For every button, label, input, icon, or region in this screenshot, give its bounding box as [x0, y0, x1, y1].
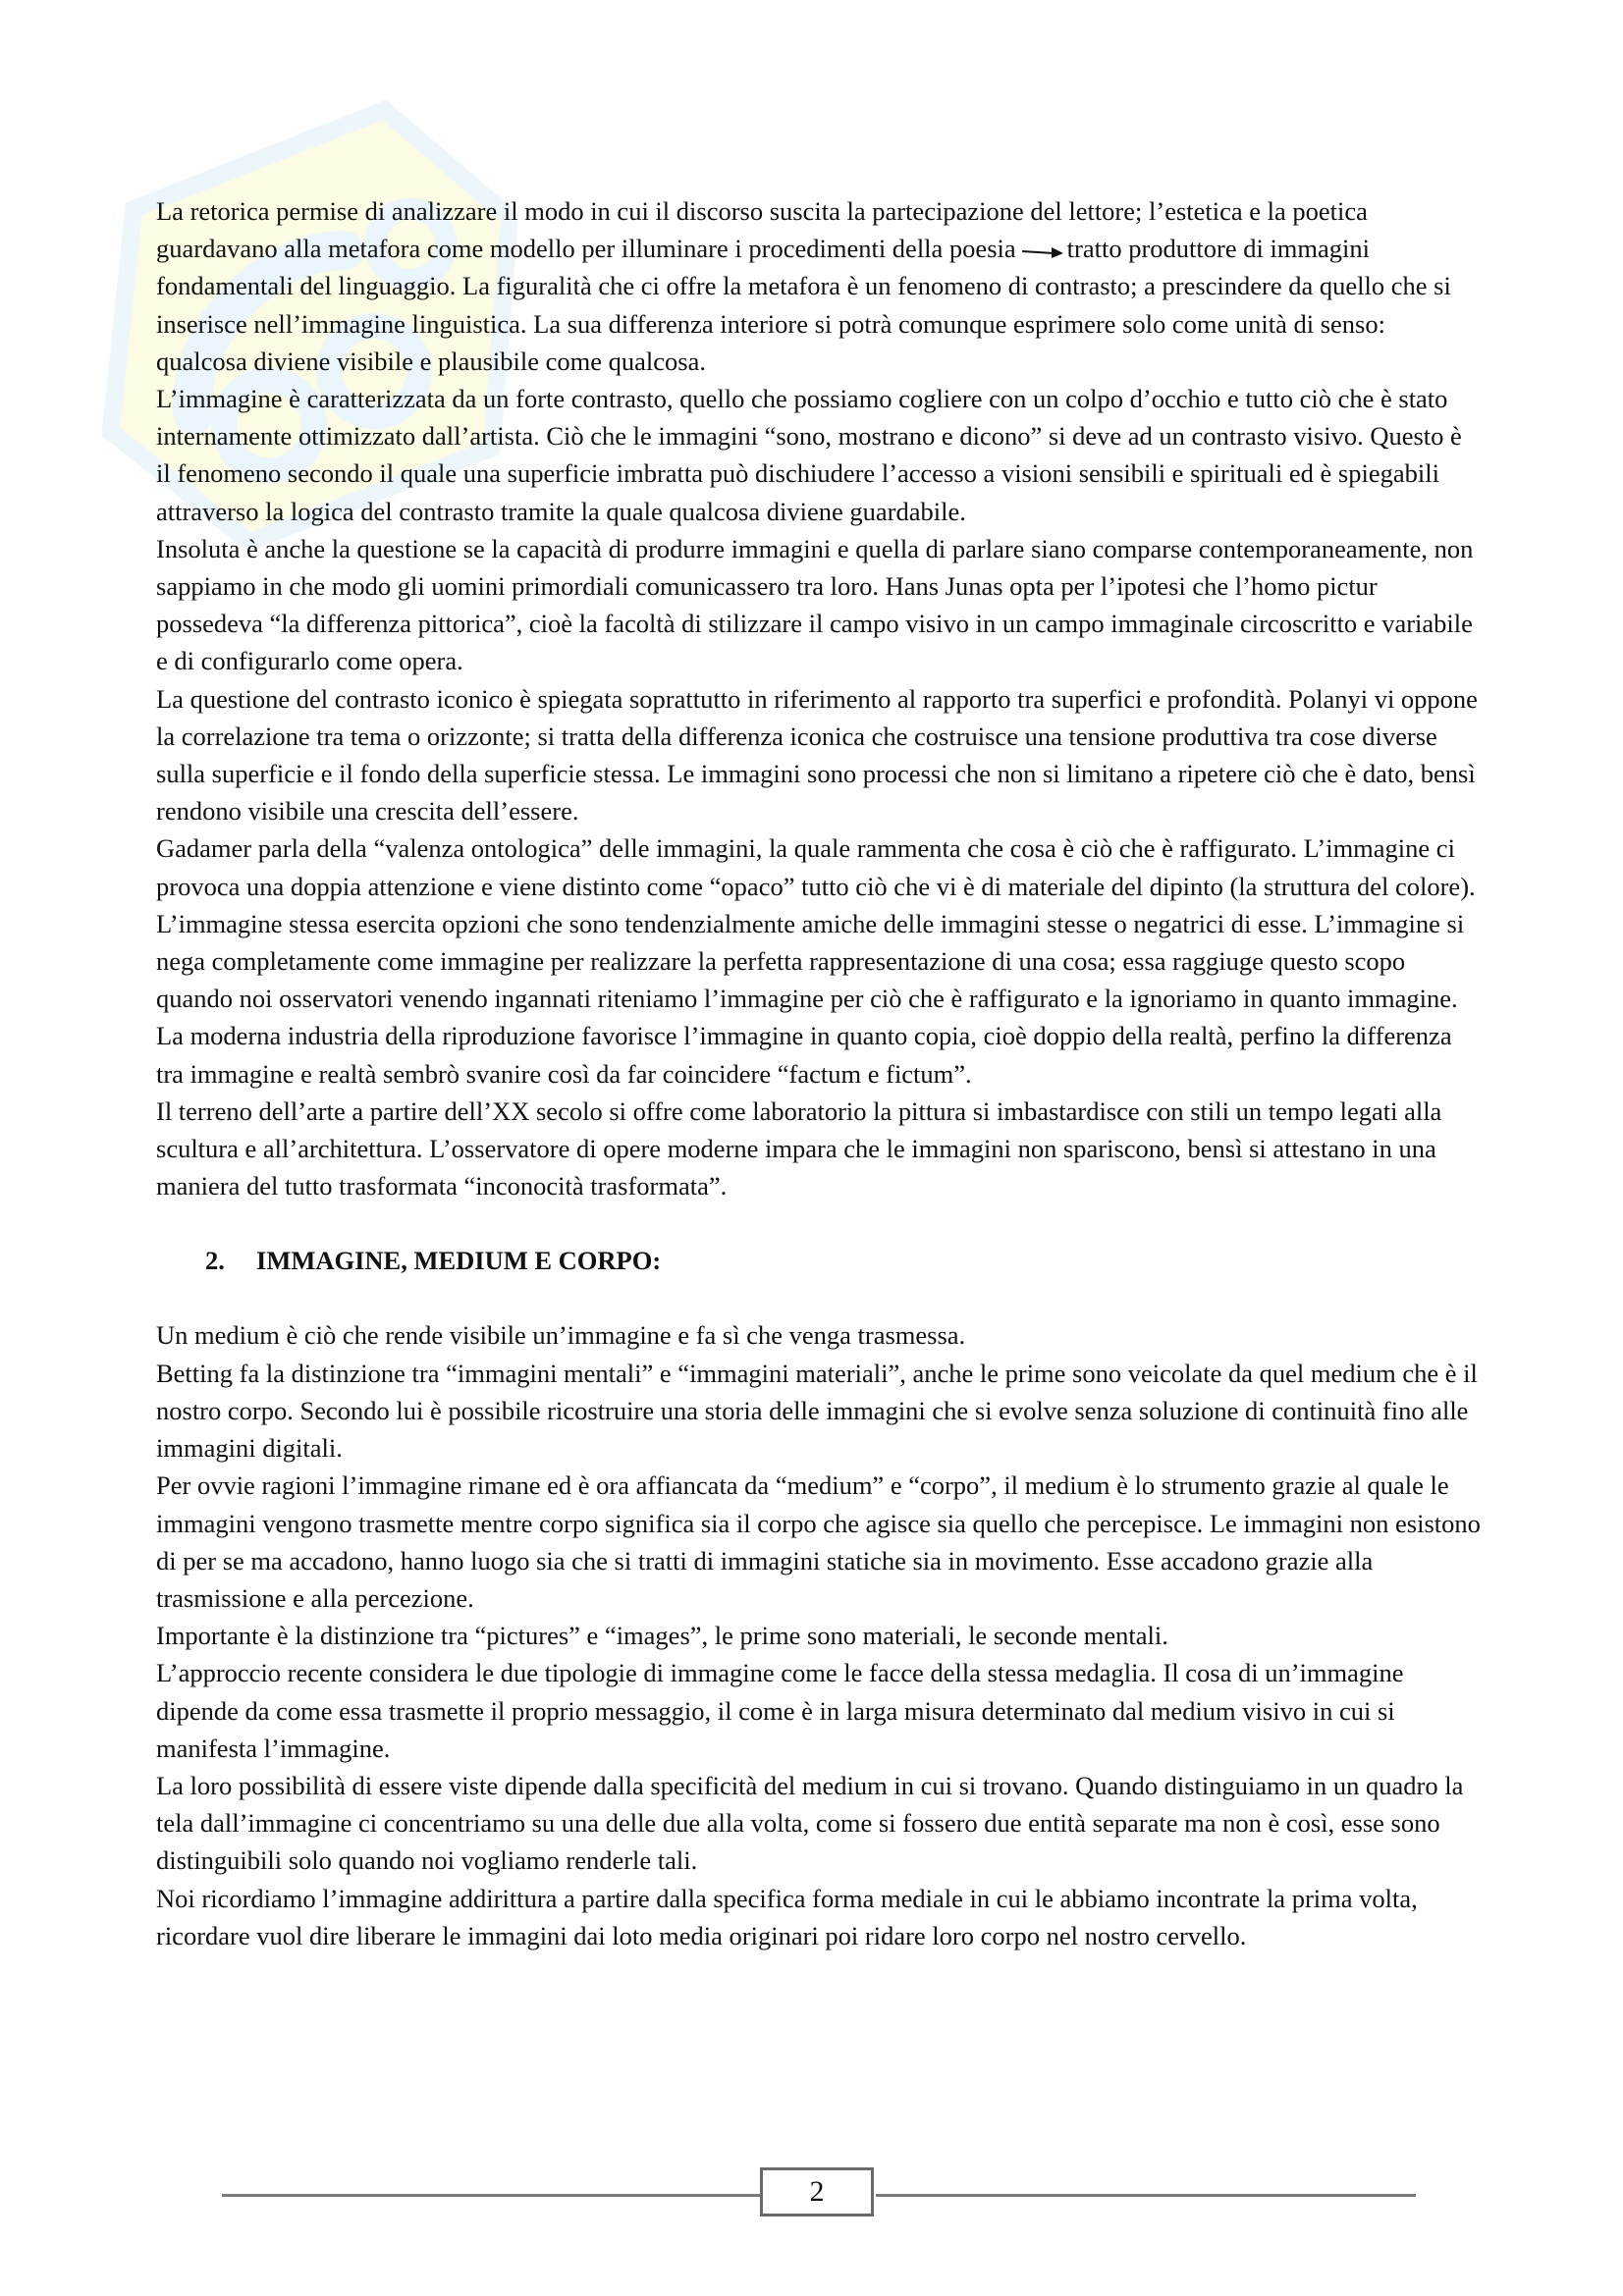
paragraph: Per ovvie ragioni l’immagine rimane ed è ora affiancata da “medium” e “corpo”, il medium è lo strumento grazie al quale le immagini vengono trasmette mentre corpo significa sia il corpo che agisce sia quello che percepisce. Le immagini non esistono di per se ma accadono, hanno luogo sia che si tratti di immagini statiche sia in movimento. Esse accadono grazie alla trasmissione e alla percezione.: [156, 1470, 1481, 1613]
paragraph: La loro possibilità di essere viste dipende dalla specificità del medium in cui si trovano. Quando distinguiamo in un quadro la tela dall’immagine ci concentriamo su una delle due alla volta, come si fossero due entità separate ma non è così, esse sono distinguibili solo quando noi vogliamo renderle tali.: [156, 1770, 1464, 1876]
footer-rule-right: [876, 2194, 1416, 2197]
paragraph: Insoluta è anche la questione se la capacità di produrre immagini e quella di parlare siano comparse contemporaneamente, non sappiamo in che modo gli uomini primordiali comunicassero tra loro. Hans Junas opta per l’ipotesi che l’homo pictur possedeva “la differenza pittorica”, cioè la facoltà di stilizzare il campo visivo in un campo immaginale circoscritto e variabile e di configurarlo come opera.: [156, 533, 1474, 676]
paragraph: L’immagine stessa esercita opzioni che sono tendenzialmente amiche delle immagini stesse o negatrici di esse. L’immagine si nega completamente come immagine per realizzare la perfetta rappresentazione di una cosa; essa raggiuge questo scopo quando noi osservatori venendo ingannati riteniamo l’immagine per ciò che è raffigurato e la ignoriamo in quanto immagine.: [156, 908, 1465, 1014]
paragraph: Noi ricordiamo l’immagine addirittura a partire dalla specifica forma mediale in cui le abbiamo incontrate la prima volta, ricordare vuol dire liberare le immagini dai loto media originari poi ridare loro corpo nel nostro cervello.: [156, 1883, 1418, 1950]
page-number: 2: [760, 2167, 874, 2216]
page-footer: [222, 2167, 1416, 2222]
paragraph: L’approccio recente considera le due tipologie di immagine come le facce della stessa medaglia. Il cosa di un’immagine dipende da come essa trasmette il proprio messaggio, il come è in larga misura determinato dal medium visivo in cui si manifesta l’immagine.: [156, 1658, 1404, 1763]
paragraph: La moderna industria della riproduzione favorisce l’immagine in quanto copia, cioè doppio della realtà, perfino la differenza tra immagine e realtà sembrò svanire così da far coincidere “factum e fictum”.: [156, 1021, 1452, 1089]
arrow-right-icon: [1022, 244, 1063, 258]
paragraph: Importante è la distinzione tra “pictures” e “images”, le prime sono materiali, le seconde mentali.: [156, 1621, 1168, 1651]
paragraph: Un medium è ciò che rende visibile un’immagine e fa sì che venga trasmessa.: [156, 1320, 966, 1351]
paragraph: La retorica permise di analizzare il modo in cui il discorso suscita la partecipazione del lettore; l’estetica e la poetica guardavano alla metafora come modello per illuminare i procedimenti della poesia tratto produttore di immagini fondamentali del linguaggio. La figuralità che ci offre la metafora è un fenomeno di contrasto; a prescindere da quello che si inserisce nell’immagine linguistica. La sua differenza interiore si potrà comunque esprimere solo come unità di senso: qualcosa diviene visibile e plausibile come qualcosa.: [156, 196, 1451, 376]
paragraph: L’immagine è caratterizzata da un forte contrasto, quello che possiamo cogliere con un colpo d’occhio e tutto ciò che è stato internamente ottimizzato dall’artista. Ciò che le immagini “sono, mostrano e dicono” si deve ad un contrasto visivo. Questo è il fenomeno secondo il quale una superficie imbratta può dischiudere l’accesso a visioni sensibili e spirituali ed è spiegabili attraverso la logica del contrasto tramite la quale qualcosa diviene guardabile.: [156, 384, 1462, 526]
section-heading: [156, 1242, 1482, 1279]
section-title: IMMAGINE, MEDIUM E CORPO:: [256, 1246, 662, 1276]
paragraph: Betting fa la distinzione tra “immagini mentali” e “immagini materiali”, anche le prime sono veicolate da quel medium che è il nostro corpo. Secondo lui è possibile ricostruire una storia delle immagini che si evolve senza soluzione di continuità fino alle immagini digitali.: [156, 1358, 1478, 1464]
paragraph: Il terreno dell’arte a partire dell’XX secolo si offre come laboratorio la pittura si imbastardisce con stili un tempo legati alla scultura e all’architettura. L’osservatore di opere moderne impara che le immagini non spariscono, bensì si attestano in una maniera del tutto trasformata “inconocità trasformata”.: [156, 1095, 1442, 1201]
footer-rule-left: [222, 2194, 760, 2197]
paragraph: La questione del contrasto iconico è spiegata soprattutto in riferimento al rapporto tra superfici e profondità. Polanyi vi oppone la correlazione tra tema o orizzonte; si tratta della differenza iconica che costruisce una tensione produttiva tra cose diverse sulla superficie e il fondo della superficie stessa. Le immagini sono processi che non si limitano a ripetere ciò che è dato, bensì rendono visibile una crescita dell’essere.: [156, 683, 1478, 827]
section-number: 2.: [205, 1246, 225, 1276]
document-body: [156, 192, 1482, 1954]
paragraph: Gadamer parla della “valenza ontologica” delle immagini, la quale rammenta che cosa è ciò che è raffigurato. L’immagine ci provoca una doppia attenzione e viene distinto come “opaco” tutto ciò che vi è di materiale del dipinto (la struttura del colore).: [156, 833, 1476, 901]
